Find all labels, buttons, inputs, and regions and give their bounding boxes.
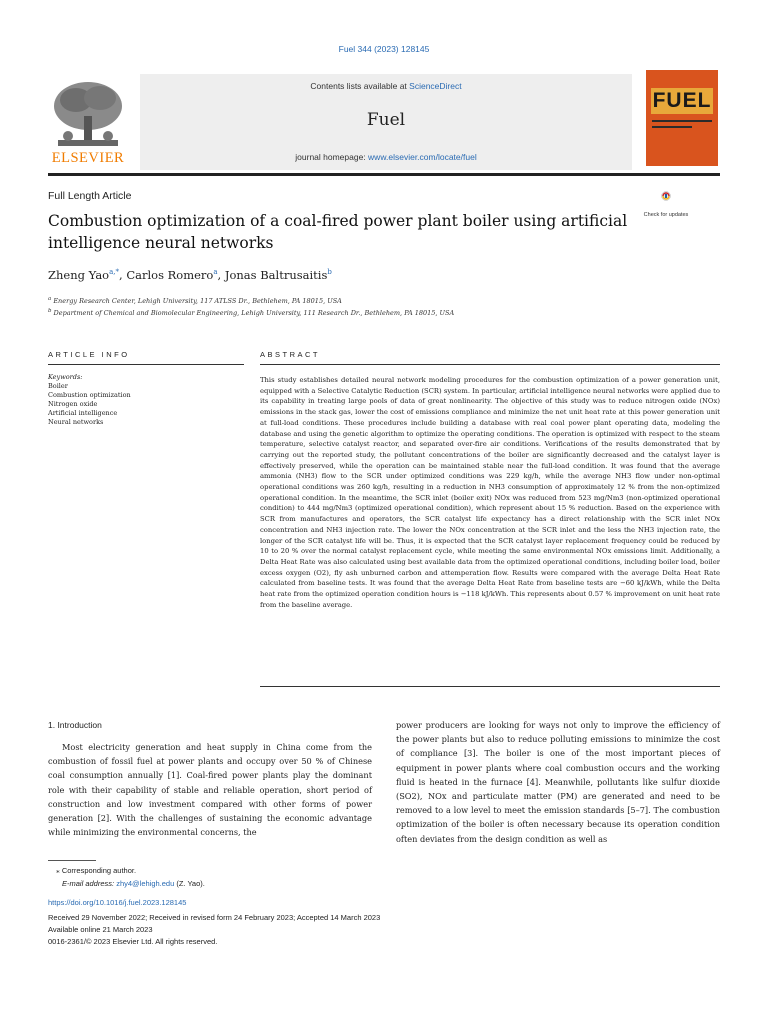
keyword: Artificial intelligence <box>48 409 118 417</box>
affiliation-text: Department of Chemical and Biomolecular Engineering, Lehigh University, 111 Research Dr., Bethlehem, PA 18015, USA <box>53 309 455 318</box>
author-affiliation-mark[interactable]: a <box>213 268 218 277</box>
email-note <box>62 879 205 888</box>
cover-title: FUEL <box>652 89 712 112</box>
section-divider <box>48 364 244 365</box>
header-divider <box>48 173 720 176</box>
abstract-heading: ABSTRACT <box>260 350 321 359</box>
keyword: Nitrogen oxide <box>48 400 98 408</box>
article-type: Full Length Article <box>48 190 132 202</box>
journal-title: Fuel <box>366 110 406 130</box>
author-affiliation-mark[interactable]: a,* <box>109 268 120 277</box>
affiliation-mark: a <box>48 296 52 302</box>
keywords-label: Keywords: <box>48 373 83 381</box>
homepage-line <box>140 152 632 162</box>
journal-cover-image[interactable] <box>646 70 718 166</box>
publisher-name: ELSEVIER <box>51 150 125 166</box>
received-dates: Received 29 November 2022; Received in revised form 24 February 2023; Accepted 14 March 2023 <box>48 913 381 922</box>
contents-line <box>140 81 632 91</box>
email-link[interactable]: zhy4@lehigh.edu <box>116 879 175 888</box>
author-name[interactable]: Zheng Yao <box>48 268 110 282</box>
author-name[interactable]: Jonas Baltrusaitis <box>224 268 328 282</box>
author-list: Zheng Yao$^{a,*}$, Carlos Romero$^a$, Jonas Baltrusaitis$^b$ <box>48 268 332 282</box>
homepage-link[interactable]: www.elsevier.com/locate/fuel <box>368 152 477 162</box>
article-info-heading: ARTICLE INFO <box>48 350 130 359</box>
affiliation <box>48 308 454 317</box>
journal-info-box <box>140 74 632 170</box>
sciencedirect-link[interactable]: ScienceDirect <box>409 81 462 91</box>
contents-prefix: Contents lists available at <box>310 81 410 91</box>
cover-decoration <box>652 120 712 122</box>
keyword: Boiler <box>48 382 68 390</box>
affiliation-text: Energy Research Center, Lehigh University, 117 ATLSS Dr., Bethlehem, PA 18015, USA <box>53 297 342 306</box>
affiliation <box>48 296 342 305</box>
introduction-column-left: Most electricity generation and heat supply in China come from the combustion of fossil fuel at power plants and occupy over 50 % of Chinese coal consumption annually [1]. Coal-fired power plants play the dominant role with their capability of stable and reliable operation, short period of construction and low investment compared with other forms of power generation [2]. With the challenges of sustaining the economic advantage while minimizing the environmental concerns, the <box>48 742 372 838</box>
available-online-date: Available online 21 March 2023 <box>48 925 153 934</box>
introduction-column-right: power producers are looking for ways not only to improve the efficiency of the power plants but also to reduce polluting emissions to minimize the cost of compliance [3]. The boiler is one of the most important pieces of equipment in power plants where coal combustion occurs and the working fluid is heated in the furnace [4]. Meanwhile, pollutants like sulfur dioxide (SO2), NOx and particulate matter (PM) are generated and need to be removed to a low level to meet the emission standards [5–7]. The combustion optimization of the boiler is often necessary because its operation condition often deviates from the design condition as well as <box>396 720 720 844</box>
check-for-updates-label[interactable]: Check for updates <box>643 212 689 218</box>
keyword: Combustion optimization <box>48 391 131 399</box>
email-label: E-mail address: <box>62 879 115 888</box>
journal-citation[interactable]: Fuel 344 (2023) 128145 <box>338 44 430 54</box>
section-divider <box>260 686 720 687</box>
cover-decoration <box>652 126 692 128</box>
doi-link[interactable]: https://doi.org/10.1016/j.fuel.2023.128145 <box>48 898 187 907</box>
masthead <box>48 70 720 170</box>
abstract-text: This study establishes detailed neural network modeling procedures for the combustion optimization of a power generation unit, equipped with a Selective Catalytic Reduction (SCR) system. In particular, artificial intelligence neural networks were applied due to its capability in treating large pools of data of great nonlinearity. The objective of this study was to reduce nitrogen oxide (NOx) emissions in the stack gas, lower the cost of emissions compliance and minimize the net unit heat rate at this power generation unit at full-load conditions. These procedures include building a database with real coal power plant operating data, modeling the database and using the genetic algorithm to optimize the operating conditions. The operation is optimized with respect to the steam temperature, selective catalyst reactor, and separated over-fire air conditions. Verifications of the results demonstrated that by carrying out the reported study, the pollutant concentrations of the boiler are significantly decreased and the catalyst layer is effectively preserved, while the operation can be maintained stable near the full-load condition. It was found that the average ammonia (NH3) flow to the SCR under optimized conditions was 229 kg/h, while the average NH3 flow under non-optimal operational conditions was 260 kg/h, resulting in a reduction in NH3 consumption of approximately 12 % from the non-optimized operational condition. In the meantime, the SCR inlet (boiler exit) NOx was reduced from 523 mg/Nm3 (non-optimized operational condition) to 444 mg/Nm3 (optimized operational condition), which represent about 15 % reduction. Based on the experience with SCR from manufactures and operators, the SCR catalyst life expectancy has a direct relationship with the SCR inlet NOx concentration and NH3 injection rate. The lower the NOx concentration at the SCR inlet and the less the NH3 injection rate, the longer of the SCR catalyst life will be. Thus, it is expected that the SCR catalyst layer replacement frequency could be reduced by 10 to 20 % over the normal catalyst replacement cycle, while meeting the same environmental NOx emissions limit. Additionally, a Delta Heat Rate was also calculated using best available data from the optimized operational conditions, including boiler load, boiler excess oxygen (O2), fly ash unburned carbon and attemperation flow. Results were compared with the average Delta Heat Rate calculated from baseline tests. It was found that the average Delta Heat Rate from baseline tests are −60 kJ/kWh, while the Delta heat rate from the optimized operation condition hours is −118 kJ/kWh. This represents about 0.57 % improvement on unit heat rate from the baseline average. <box>260 376 720 609</box>
footnote-divider <box>48 860 96 861</box>
keyword-list <box>48 373 131 427</box>
affiliation-mark: b <box>48 308 52 314</box>
check-for-updates-icon[interactable] <box>646 191 686 211</box>
keyword: Neural networks <box>48 418 104 426</box>
email-suffix: (Z. Yao). <box>174 879 205 888</box>
section-divider <box>260 364 720 365</box>
copyright-notice: 0016-2361/© 2023 Elsevier Ltd. All rights reserved. <box>48 937 218 946</box>
introduction-heading: 1. Introduction <box>48 720 102 730</box>
homepage-prefix: journal homepage: <box>295 152 369 162</box>
author-name[interactable]: Carlos Romero <box>126 268 214 282</box>
corresponding-author-note: ⁎ Corresponding author. <box>56 866 137 875</box>
author-affiliation-mark[interactable]: b <box>327 268 332 277</box>
article-title: Combustion optimization of a coal-fired power plant boiler using artificial intelligence neural networks <box>48 212 628 252</box>
